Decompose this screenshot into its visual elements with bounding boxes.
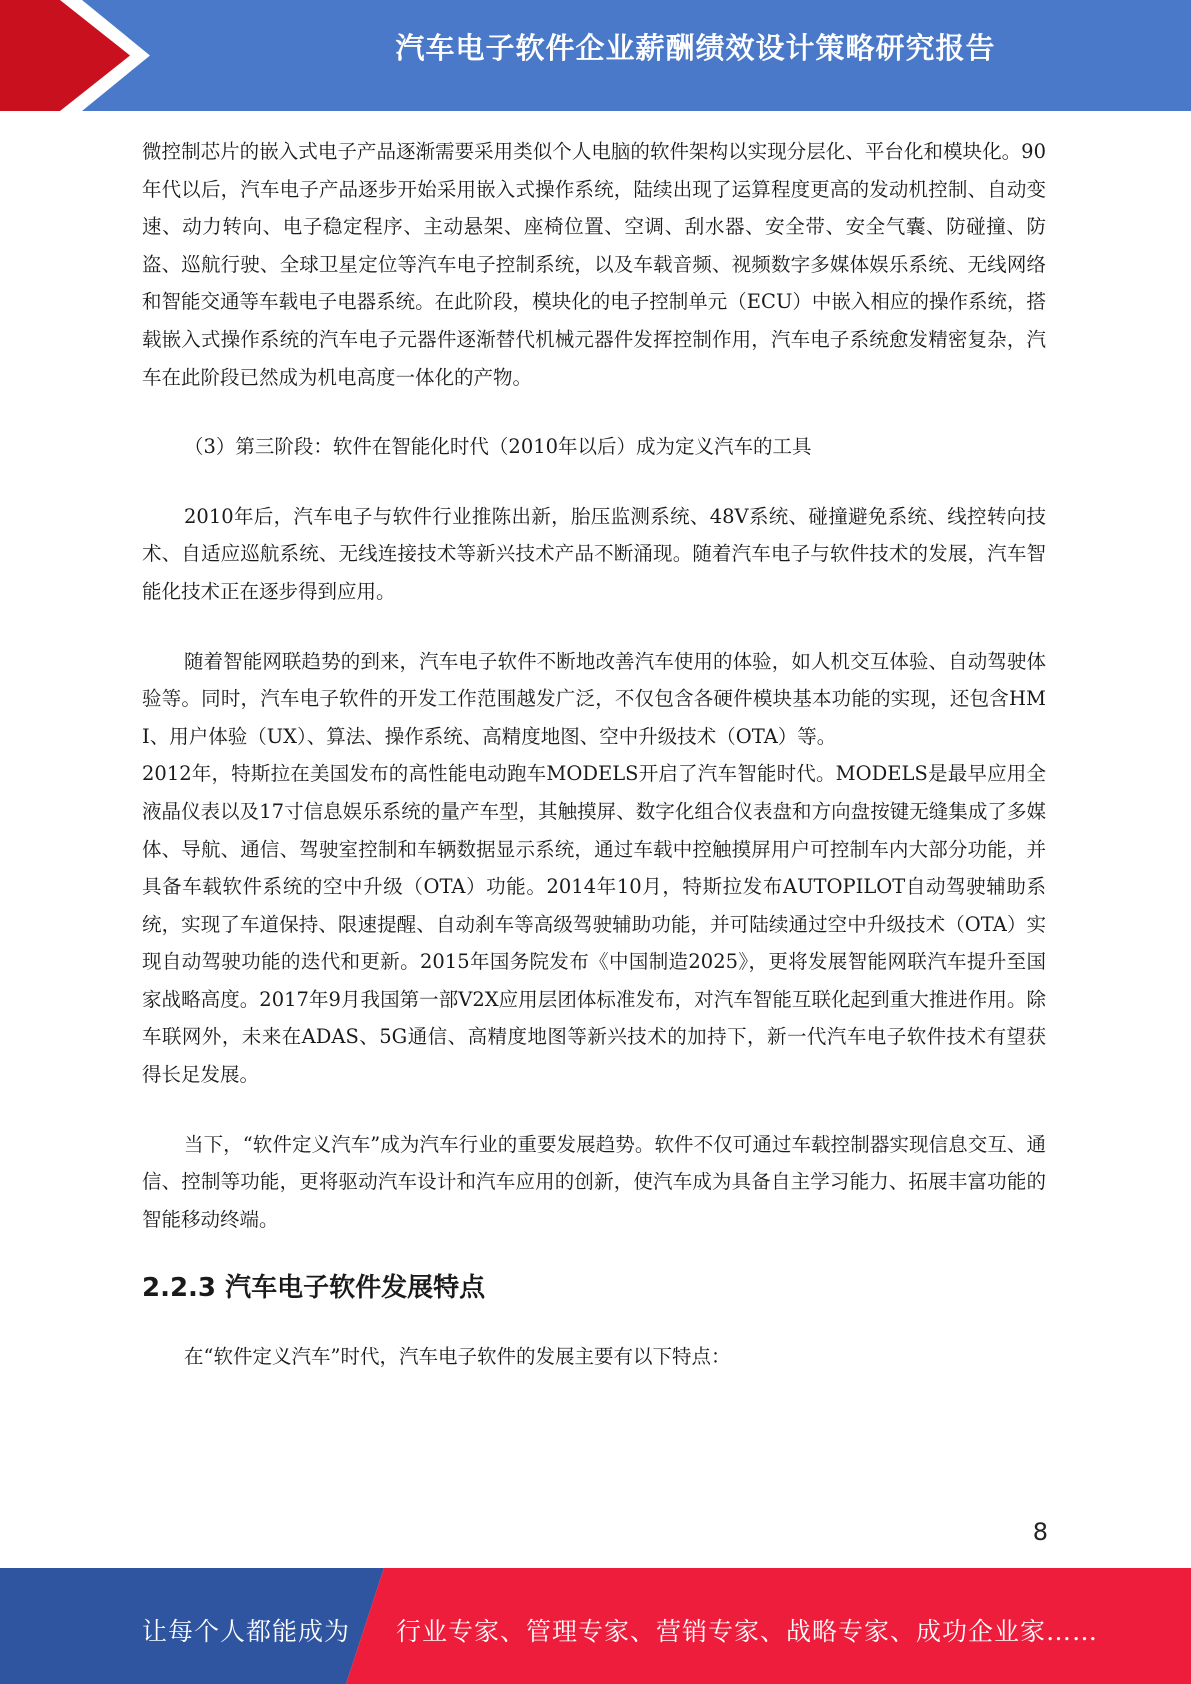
- paragraph-features-intro: 在“软件定义汽车”时代，汽车电子软件的发展主要有以下特点：: [184, 1345, 731, 1369]
- paragraph-2010-technologies: 2010年后，汽车电子与软件行业推陈出新，胎压监测系统、48V系统、碰撞避免系统、线控转向技术、自适应巡航系统、无线连接技术等新兴技术产品不断涌现。随着汽车电子与软件技术的发展，汽车智能化技术正在逐步得到应用。: [142, 504, 1046, 603]
- paragraph-tesla-history: 2012年，特斯拉在美国发布的高性能电动跑车MODELS开启了汽车智能时代。MODELS是最早应用全液晶仪表以及17寸信息娱乐系统的量产车型，其触摸屏、数字化组合仪表盘和方向盘按键无缝集成了多媒体、导航、通信、驾驶室控制和车辆数据显示系统，通过车载中控触摸屏用户可控制车内大部分功能，并具备车载软件系统的空中升级（OTA）功能。2014年10月，特斯拉发布AUTOPILOT自动驾驶辅助系统，实现了车道保持、限速提醒、自动刹车等高级驾驶辅助功能，并可陆续通过空中升级技术（OTA）实现自动驾驶功能的迭代和更新。2015年国务院发布《中国制造2025》，更将发展智能网联汽车提升至国家战略高度。2017年9月我国第一部V2X应用层团体标准发布，对汽车智能互联化起到重大推进作用。除车联网外，未来在ADAS、5G通信、高精度地图等新兴技术的加持下，新一代汽车电子软件技术有望获得长足发展。: [142, 762, 1046, 1087]
- document-body: [142, 133, 1046, 1376]
- stage-three-subheading: （3）第三阶段：软件在智能化时代（2010年以后）成为定义汽车的工具: [184, 435, 812, 459]
- report-title: 汽车电子软件企业薪酬绩效设计策略研究报告: [395, 31, 996, 65]
- section-heading-2-2-3: 2.2.3 汽车电子软件发展特点: [142, 1273, 486, 1304]
- footer-slogan-left: 让每个人都能成为: [142, 1617, 351, 1646]
- page-number: 8: [1032, 1518, 1048, 1546]
- page-footer: [0, 1568, 1191, 1684]
- paragraph-smart-connected-trend: 随着智能网联趋势的到来，汽车电子软件不断地改善汽车使用的体验，如人机交互体验、自动驾驶体验等。同时，汽车电子软件的开发工作范围越发广泛，不仅包含各硬件模块基本功能的实现，还包含HMI、用户体验（UX）、算法、操作系统、高精度地图、空中升级技术（OTA）等。: [142, 649, 1046, 748]
- paragraph-software-defined-vehicle: 当下，“软件定义汽车”成为汽车行业的重要发展趋势。软件不仅可通过车载控制器实现信息交互、通信、控制等功能，更将驱动汽车设计和汽车应用的创新，使汽车成为具备自主学习能力、拓展丰富功能的智能移动终端。: [142, 1132, 1046, 1231]
- footer-slogan-right: 行业专家、管理专家、营销专家、战略专家、成功企业家……: [396, 1617, 1099, 1646]
- paragraph-continued: 微控制芯片的嵌入式电子产品逐渐需要采用类似个人电脑的软件架构以实现分层化、平台化和模块化。90年代以后，汽车电子产品逐步开始采用嵌入式操作系统，陆续出现了运算程度更高的发动机控制、自动变速、动力转向、电子稳定程序、主动悬架、座椅位置、空调、刮水器、安全带、安全气囊、防碰撞、防盗、巡航行驶、全球卫星定位等汽车电子控制系统，以及车载音频、视频数字多媒体娱乐系统、无线网络和智能交通等车载电子电器系统。在此阶段，模块化的电子控制单元（ECU）中嵌入相应的操作系统，搭载嵌入式操作系统的汽车电子元器件逐渐替代机械元器件发挥控制作用，汽车电子系统愈发精密复杂，汽车在此阶段已然成为机电高度一体化的产物。: [142, 140, 1046, 389]
- page-header: [0, 0, 1191, 111]
